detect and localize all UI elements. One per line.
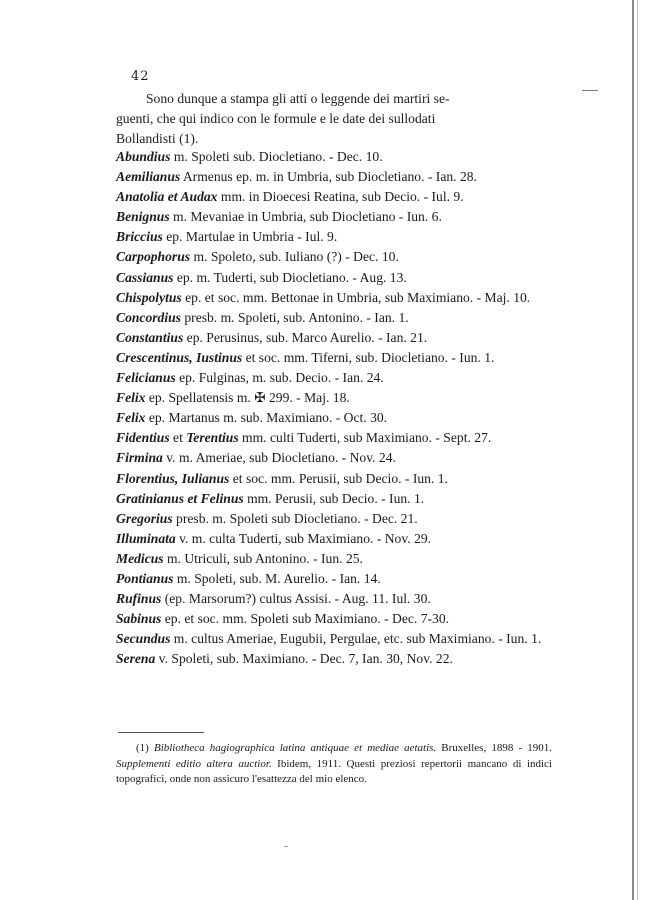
intro-line-1: Sono dunque a stampa gli atti o leggende dei martiri se- — [146, 91, 450, 106]
martyr-name: Crescentinus, Iustinus — [116, 349, 243, 365]
martyr-entry — [116, 589, 556, 609]
martyr-details: ep. Fulginas, m. sub. Decio. - Ian. 24. — [175, 370, 384, 386]
martyr-list — [116, 147, 556, 669]
martyr-entry — [116, 569, 556, 589]
martyr-entry — [116, 167, 556, 187]
martyr-name: Cassianus — [116, 269, 174, 285]
martyr-name: Pontianus — [116, 570, 174, 586]
martyr-entry — [116, 649, 556, 669]
martyr-name: Illuminata — [116, 530, 176, 546]
martyr-entry — [116, 328, 556, 348]
martyr-details: ep. Martulae in Umbria - Iul. 9. — [162, 229, 338, 245]
martyr-details: mm. in Dioecesi Reatina, sub Decio. - Iul. 9. — [217, 189, 464, 205]
martyr-entry — [116, 509, 556, 529]
martyr-details: m. cultus Ameriae, Eugubii, Pergulae, etc. sub Maximiano. - Iun. 1. — [170, 631, 542, 647]
martyr-details: presb. m. Spoleti, sub. Antonino. - Ian. 1. — [180, 309, 409, 325]
martyr-entry — [116, 348, 556, 368]
footnote-title: Bibliotheca hagiographica latina antiquae et mediae aetatis. — [153, 742, 437, 754]
martyr-entry — [116, 207, 556, 227]
martyr-name: Rufinus — [116, 591, 162, 607]
martyr-name: Serena — [116, 651, 156, 667]
page-edge-line — [632, 0, 634, 900]
martyr-details: mm. culti Tuderti, sub Maximiano. - Sept. 27. — [238, 430, 492, 446]
martyr-name: Florentius, Iulianus — [116, 470, 230, 486]
martyr-details: mm. Perusii, sub Decio. - Iun. 1. — [243, 490, 425, 506]
intro-line-3: Bollandisti (1). — [116, 131, 199, 146]
martyr-name: Felicianus — [116, 370, 176, 386]
martyr-name: Secundus — [116, 631, 171, 647]
martyr-details: ep. et soc. mm. Spoleti sub Maximiano. - Dec. 7-30. — [161, 611, 450, 627]
footnote-text-2: Ibidem, 1911. Questi preziosi repertorii mancano di indici topografici, onde non assicuro l'esattezza del mio elenco. — [116, 757, 552, 785]
martyr-name: Fidentius — [116, 430, 170, 446]
footnote-number: (1) — [136, 742, 149, 754]
martyr-entry — [116, 549, 556, 569]
footnote-text-1: Bruxelles, 1898 - 1901. — [436, 742, 553, 754]
martyr-name: Terentius — [186, 430, 239, 446]
martyr-name: Anatolia et Audax — [116, 189, 218, 205]
martyr-name: Benignus — [116, 209, 170, 225]
martyr-name: Gratinianus et Felinus — [116, 490, 244, 506]
martyr-name: Chispolytus — [116, 289, 182, 305]
martyr-name: Firmina — [116, 450, 163, 466]
martyr-details: et soc. mm. Perusii, sub Decio. - Iun. 1. — [229, 470, 448, 486]
martyr-entry — [116, 448, 556, 468]
martyr-entry — [116, 469, 556, 489]
page-edge-shadow — [637, 0, 638, 900]
margin-dash — [582, 90, 598, 91]
bottom-mark — [284, 846, 288, 847]
footnote — [116, 741, 552, 788]
martyr-details: (ep. Marsorum?) cultus Assisi. - Aug. 11. Iul. 30. — [161, 591, 431, 607]
martyr-details: Armenus ep. m. in Umbria, sub Diocletiano. - Ian. 28. — [180, 169, 477, 185]
martyr-details: et soc. mm. Tiferni, sub. Diocletiano. - Iun. 1. — [242, 349, 495, 365]
footnote-supplement: Supplementi editio altera auctior. — [116, 757, 272, 770]
martyr-details: v. Spoleti, sub. Maximiano. - Dec. 7, Ian. 30, Nov. 22. — [155, 651, 453, 667]
martyr-name: Sabinus — [116, 611, 162, 627]
martyr-name: Felix — [116, 410, 146, 426]
martyr-details: m. Utriculi, sub Antonino. - Iun. 25. — [163, 550, 363, 566]
page-number: 42 — [131, 69, 150, 84]
martyr-entry — [116, 268, 556, 288]
martyr-name: Concordius — [116, 309, 181, 325]
martyr-details: ep. m. Tuderti, sub Diocletiano. - Aug. 13. — [173, 269, 407, 285]
martyr-entry — [116, 227, 556, 247]
martyr-name: Gregorius — [116, 510, 173, 526]
martyr-name: Medicus — [116, 550, 164, 566]
martyr-details: et — [169, 430, 187, 446]
martyr-details: m. Spoleti, sub. M. Aurelio. - Ian. 14. — [173, 570, 381, 586]
footnote-separator — [118, 732, 204, 733]
martyr-entry — [116, 408, 556, 428]
martyr-details: m. Spoleto, sub. Iuliano (?) - Dec. 10. — [190, 249, 399, 265]
martyr-entry — [116, 489, 556, 509]
martyr-details: presb. m. Spoleti sub Diocletiano. - Dec. 21. — [172, 510, 418, 526]
martyr-entry — [116, 308, 556, 328]
martyr-entry — [116, 368, 556, 388]
martyr-entry — [116, 288, 556, 308]
martyr-entry — [116, 388, 556, 408]
martyr-entry — [116, 428, 556, 448]
martyr-name: Felix — [116, 390, 146, 406]
martyr-name: Aemilianus — [116, 169, 181, 185]
martyr-entry — [116, 609, 556, 629]
martyr-entry — [116, 629, 556, 649]
martyr-entry — [116, 247, 556, 267]
martyr-name: Briccius — [116, 229, 163, 245]
martyr-details: ep. et soc. mm. Bettonae in Umbria, sub Maximiano. - Maj. 10. — [181, 289, 531, 305]
martyr-entry — [116, 187, 556, 207]
martyr-details: v. m. Ameriae, sub Diocletiano. - Nov. 24. — [162, 450, 396, 466]
martyr-details: m. Mevaniae in Umbria, sub Diocletiano - Iun. 6. — [169, 209, 442, 225]
martyr-name: Constantius — [116, 329, 184, 345]
martyr-details: m. Spoleti sub. Diocletiano. - Dec. 10. — [170, 149, 383, 164]
martyr-entry — [116, 147, 556, 167]
martyr-details: ep. Martanus m. sub. Maximiano. - Oct. 30. — [145, 410, 388, 426]
martyr-details: ep. Spellatensis m. ✠ 299. - Maj. 18. — [145, 390, 350, 406]
intro-paragraph — [116, 89, 550, 149]
martyr-name: Carpophorus — [116, 249, 191, 265]
martyr-entry — [116, 529, 556, 549]
intro-line-2: guenti, che qui indico con le formule e le date dei sullodati — [116, 111, 436, 126]
martyr-details: v. m. culta Tuderti, sub Maximiano. - Nov. 29. — [175, 530, 432, 546]
martyr-name: Abundius — [116, 149, 171, 164]
martyr-details: ep. Perusinus, sub. Marco Aurelio. - Ian. 21. — [183, 329, 428, 345]
